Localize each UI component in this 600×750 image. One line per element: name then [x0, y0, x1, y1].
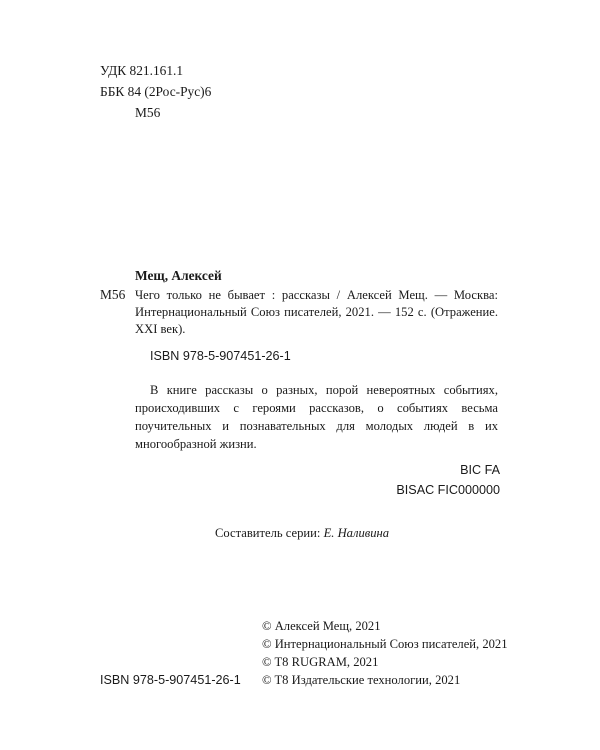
catalog-block [100, 60, 211, 123]
author-name: Мещ, Алексей [135, 268, 222, 283]
udk-code: УДК 821.161.1 [100, 63, 184, 78]
author-mark: М56 [135, 105, 161, 120]
classification-block [396, 460, 500, 500]
copyright-block [262, 617, 508, 689]
copyright-line: © Интернациональный Союз писателей, 2021 [262, 637, 508, 651]
bibliographic-description: Чего только не бывает : рассказы / Алексей Мещ. — Москва: Интернациональный Союз писателей, 2021. — 152 с. (Отражение. XXI век). [135, 288, 498, 336]
entry-isbn: ISBN 978-5-907451-26-1 [150, 349, 291, 363]
bottom-isbn: ISBN 978-5-907451-26-1 [100, 673, 241, 687]
annotation: В книге рассказы о разных, порой невероятных событиях, происходивших с героями рассказов, о событиях весьма поучительных и познавательных для молодых людей в их многообразной жизни. [135, 383, 498, 451]
copyright-line: © T8 RUGRAM, 2021 [262, 655, 379, 669]
series-compiler [215, 526, 389, 541]
bic-code: BIC FA [460, 463, 500, 477]
bisac-code: BISAC FIC000000 [396, 483, 500, 497]
series-compiler-name: Е. Наливина [323, 526, 390, 540]
series-label: Составитель серии: [215, 526, 321, 540]
copyright-line: © T8 Издательские технологии, 2021 [262, 673, 461, 687]
entry-author-mark: М56 [100, 287, 126, 302]
copyright-line: © Алексей Мещ, 2021 [262, 619, 381, 633]
bbk-code: ББК 84 (2Рос-Рус)6 [100, 84, 212, 99]
